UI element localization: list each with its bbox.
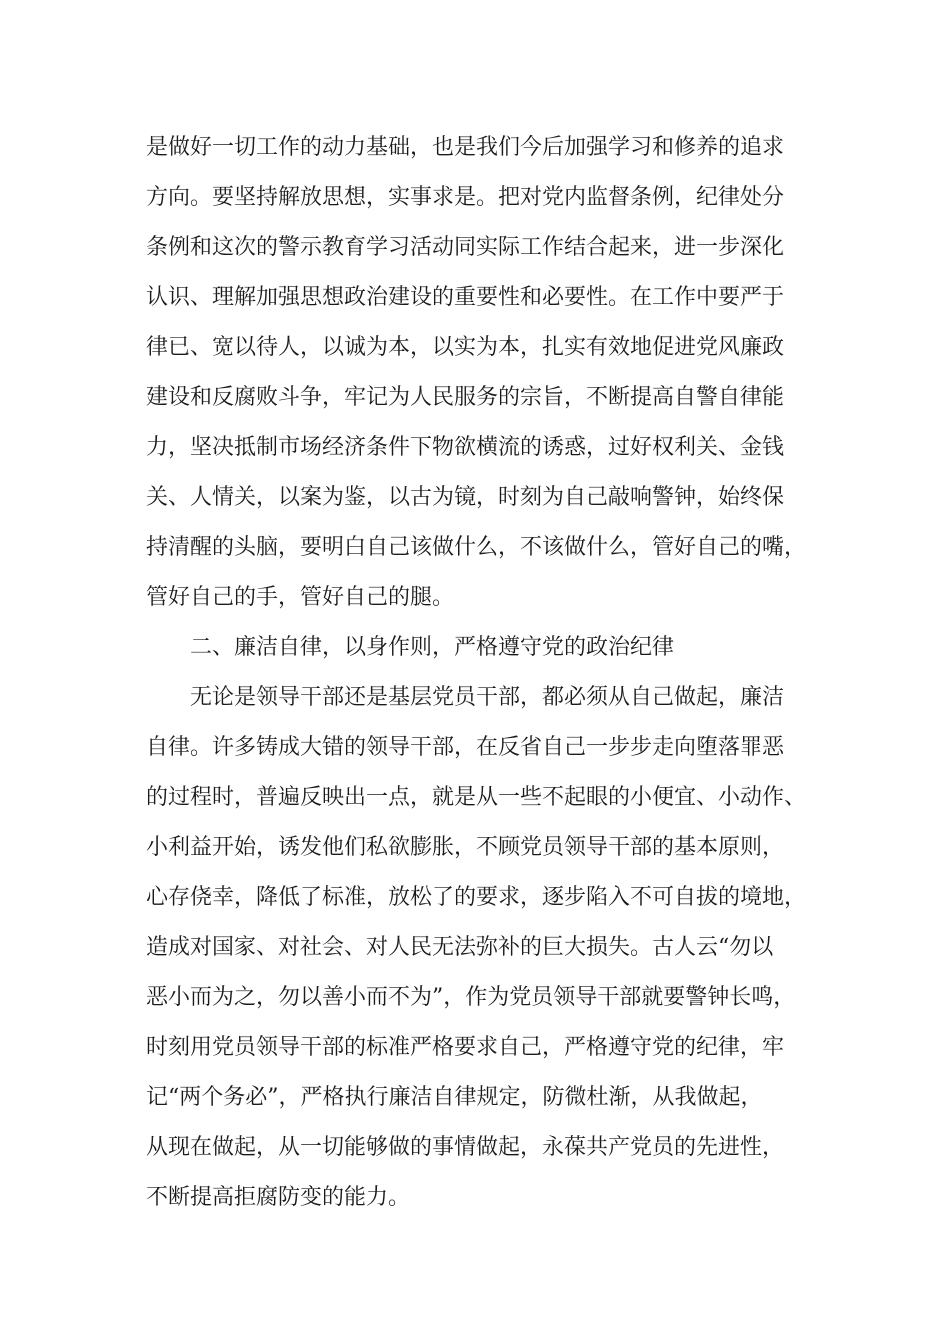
text-line: 关、人情关，以案为鉴，以古为镜，时刻为自己敲响警钟，始终保 <box>146 485 785 510</box>
text-line: 时刻用党员领导干部的标准严格要求自己，严格遵守党的纪律，牢 <box>146 1035 785 1060</box>
text-line: 恶小而为之，勿以善小而不为”，作为党员领导干部就要警钟长鸣， <box>146 985 796 1010</box>
text-line: 条例和这次的警示教育学习活动同实际工作结合起来，进一步深化 <box>146 235 785 260</box>
text-line: 心存侥幸，降低了标准，放松了的要求，逐步陷入不可自拔的境地， <box>146 885 807 910</box>
text-line: 造成对国家、对社会、对人民无法弥补的巨大损失。古人云“勿以 <box>146 935 774 960</box>
text-line: 方向。要坚持解放思想，实事求是。把对党内监督条例，纪律处分 <box>146 185 785 210</box>
text-line: 不断提高拒腐防变的能力。 <box>146 1185 411 1210</box>
text-line: 从现在做起，从一切能够做的事情做起，永葆共产党员的先进性， <box>146 1135 785 1160</box>
text-line: 建设和反腐败斗争，牢记为人民服务的宗旨，不断提高自警自律能 <box>146 385 785 410</box>
text-line: 的过程时，普遍反映出一点，就是从一些不起眼的小便宜、小动作、 <box>146 785 807 810</box>
text-line: 律已、宽以待人，以诚为本，以实为本，扎实有效地促进党风廉政 <box>146 335 785 360</box>
text-line: 是做好一切工作的动力基础，也是我们今后加强学习和修养的追求 <box>146 135 785 160</box>
text-line: 力，坚决抵制市场经济条件下物欲横流的诱惑，过好权利关、金钱 <box>146 435 785 460</box>
text-line: 认识、理解加强思想政治建设的重要性和必要性。在工作中要严于 <box>146 285 785 310</box>
section-heading: 二、廉洁自律，以身作则，严格遵守党的政治纪律 <box>190 635 675 660</box>
text-line: 记“两个务必”，严格执行廉洁自律规定，防微杜渐，从我做起， <box>146 1085 763 1110</box>
text-line: 持清醒的头脑，要明白自己该做什么，不该做什么，管好自己的嘴， <box>146 535 807 560</box>
text-line: 管好自己的手，管好自己的腿。 <box>146 585 455 610</box>
text-line: 自律。许多铸成大错的领导干部，在反省自己一步步走向堕落罪恶 <box>146 735 785 760</box>
text-line: 无论是领导干部还是基层党员干部，都必须从自己做起，廉洁 <box>190 685 785 710</box>
text-line: 小利益开始，诱发他们私欲膨胀，不顾党员领导干部的基本原则， <box>146 835 785 860</box>
